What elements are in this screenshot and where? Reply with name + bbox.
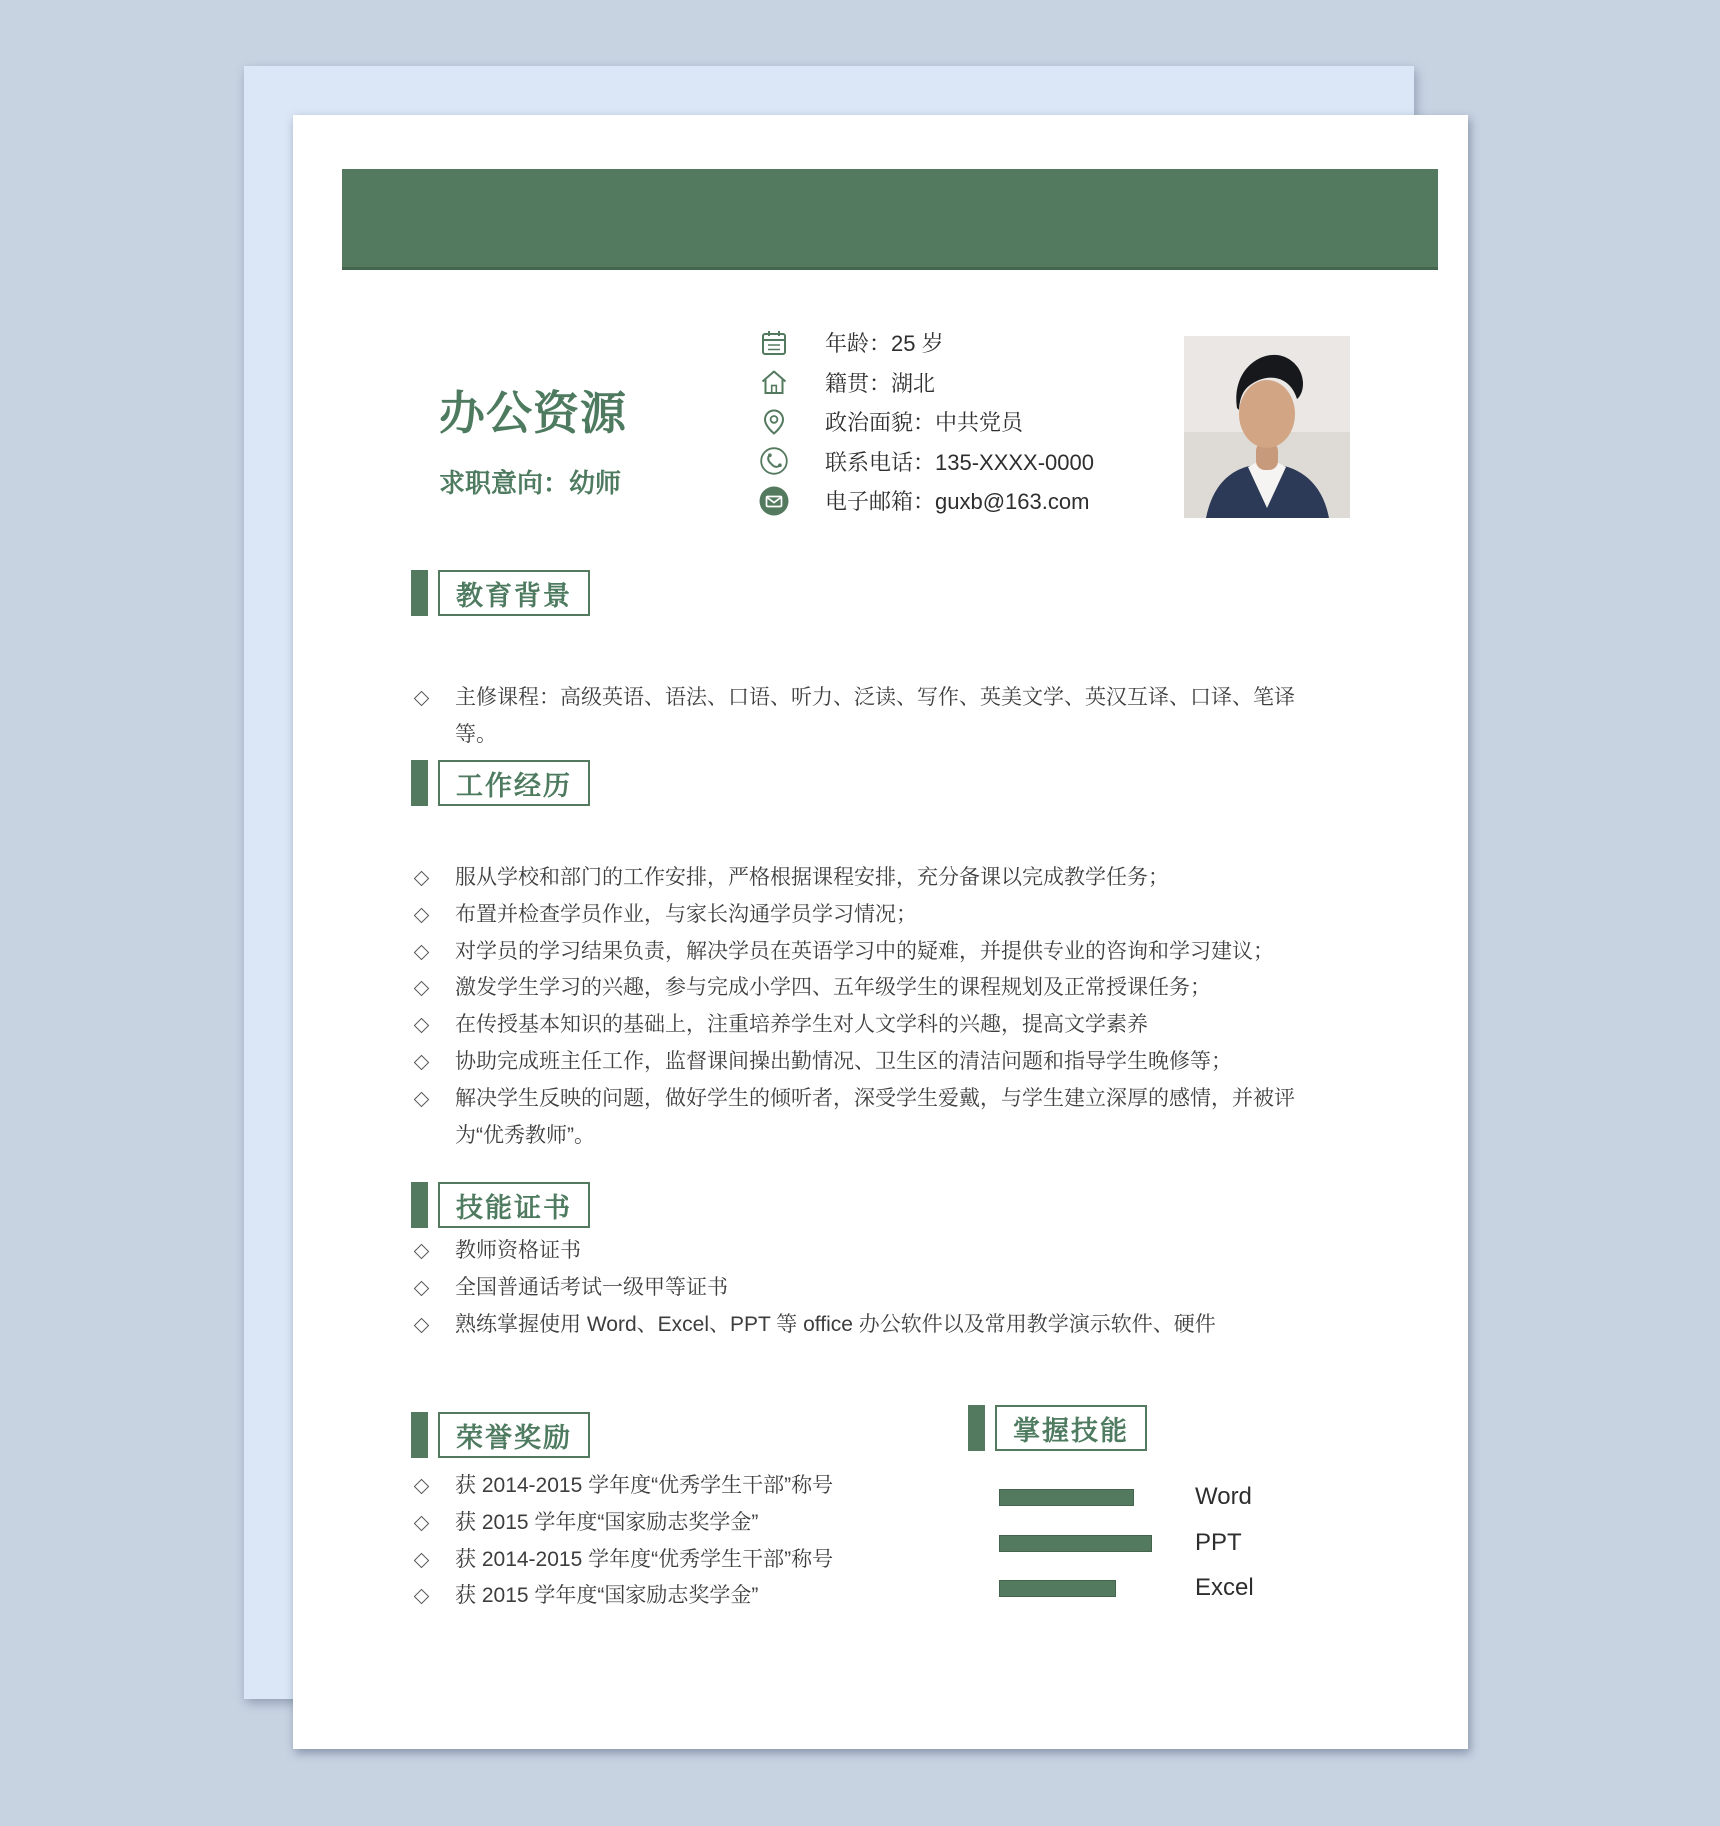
contact-row [759,402,1094,442]
contact-row [759,442,1094,482]
section-title: 荣誉奖励 [438,1412,590,1458]
diamond-bullet-icon [414,1479,430,1495]
bullet-item [414,970,1335,1007]
profile-photo-illustration [1184,336,1350,518]
bullet-text: 获 2014-2015 学年度“优秀学生干部”称号 [455,1474,834,1497]
diamond-bullet-icon [414,691,430,707]
bullet-item [414,1505,833,1542]
bullet-text: 服从学校和部门的工作安排，严格根据课程安排，充分备课以完成教学任务； [455,866,1169,889]
contact-row [759,363,1094,403]
skill-bar-label: PPT [1195,1528,1242,1556]
diamond-bullet-icon [414,871,430,887]
work-bullets [414,860,1335,1154]
diamond-bullet-icon [414,944,430,960]
profile-photo [1184,336,1350,518]
bullet-text: 获 2015 学年度“国家励志奖学金” [455,1584,759,1608]
diamond-bullet-icon [414,1281,430,1297]
bullet-text: 教师资格证书 [455,1239,581,1262]
diamond-bullet-icon [414,981,430,997]
bullet-item [414,1542,833,1579]
contact-text: 电子邮箱：guxb@163.com [825,489,1090,515]
skill-bar-fill [999,1580,1116,1597]
honor-bullets [414,1468,833,1615]
section-accent-bar [411,760,428,806]
diamond-bullet-icon [414,1018,430,1034]
diamond-bullet-icon [414,1092,430,1108]
candidate-name: 办公资源 [439,387,627,439]
skill-bars [999,1481,1359,1618]
bullet-item [414,860,1335,897]
section-title: 教育背景 [438,570,590,616]
diamond-bullet-icon [414,1317,430,1333]
calendar-icon [759,328,789,358]
bullet-item [414,1468,833,1505]
bullet-text: 主修课程：高级英语、语法、口语、听力、泛读、写作、英美文学、英汉互译、口译、笔译等。 [455,686,1295,746]
diamond-bullet-icon [414,1055,430,1071]
bullet-item [414,1578,833,1615]
bullet-text: 激发学生学习的兴趣，参与完成小学四、五年级学生的课程规划及正常授课任务； [455,976,1211,1000]
bullet-text: 解决学生反映的问题，做好学生的倾听者，深受学生爱戴，与学生建立深厚的感情，并被评为“优秀教师”。 [455,1086,1295,1147]
skill-bar-fill [999,1535,1152,1552]
skill-bar-fill [999,1489,1134,1506]
section-header-honors [411,1412,590,1458]
section-title: 技能证书 [438,1182,590,1228]
section-accent-bar [411,570,428,616]
bullet-text: 协助完成班主任工作，监督课间操出勤情况、卫生区的清洁问题和指导学生晚修等； [455,1049,1232,1073]
bullet-item [414,1270,1216,1307]
resume-page [293,115,1468,1749]
diamond-bullet-icon [414,1552,430,1568]
home-icon [759,367,789,397]
bullet-text: 对学员的学习结果负责，解决学员在英语学习中的疑难，并提供专业的咨询和学习建议； [455,939,1274,963]
bullet-text: 全国普通话考试一级甲等证书 [455,1275,728,1299]
location-icon [759,407,789,437]
contact-list [759,323,1094,521]
skill-bar-row [999,1527,1359,1573]
bullet-item [414,1307,1216,1344]
bullet-item [414,680,1335,754]
section-header-skills [968,1405,1147,1451]
contact-row [759,481,1094,521]
skill-bar-row [999,1481,1359,1527]
bullet-text: 布置并检查学员作业，与家长沟通学员学习情况； [455,902,917,926]
skill-bar-label: Word [1195,1483,1252,1510]
diamond-bullet-icon [414,1589,430,1605]
diamond-bullet-icon [414,1244,430,1260]
bullet-item [414,1007,1335,1044]
section-header-work [411,760,590,806]
bullet-text: 获 2015 学年度“国家励志奖学金” [455,1510,759,1534]
mail-icon [759,486,789,516]
education-bullets [414,680,1335,754]
contact-row [759,323,1094,363]
header-accent-bar [342,169,1438,270]
section-header-education [411,570,590,616]
bullet-item [414,897,1335,934]
section-accent-bar [968,1405,985,1451]
work-summary-row [293,830,1468,858]
education-summary-row [293,646,1468,674]
section-accent-bar [411,1182,428,1228]
bullet-item [414,934,1335,971]
phone-icon [759,446,789,476]
diamond-bullet-icon [414,1516,430,1532]
bullet-text: 熟练掌握使用 Word、Excel、PPT 等 office 办公软件以及常用教学演示软件、硬件 [455,1312,1216,1336]
bullet-text: 获 2014-2015 学年度“优秀学生干部”称号 [455,1547,834,1571]
bullet-item [414,1081,1335,1155]
skill-bar-label: Excel [1195,1574,1254,1601]
contact-text: 联系电话：135-XXXX-0000 [825,449,1094,475]
bullet-item [414,1233,1216,1270]
section-header-certificates [411,1182,590,1228]
contact-text: 政治面貌：中共党员 [825,410,1024,436]
bullet-item [414,1044,1335,1081]
skill-bar-row [999,1572,1359,1618]
certificate-bullets [414,1233,1216,1343]
section-accent-bar [411,1412,428,1458]
job-intent: 求职意向：幼师 [439,468,622,498]
contact-text: 籍贯：湖北 [825,370,936,396]
contact-text: 年龄：25 岁 [825,331,944,357]
section-title: 工作经历 [438,760,590,806]
section-title: 掌握技能 [995,1405,1147,1451]
diamond-bullet-icon [414,908,430,924]
bullet-text: 在传授基本知识的基础上，注重培养学生对人文学科的兴趣，提高文学素养 [455,1013,1148,1037]
